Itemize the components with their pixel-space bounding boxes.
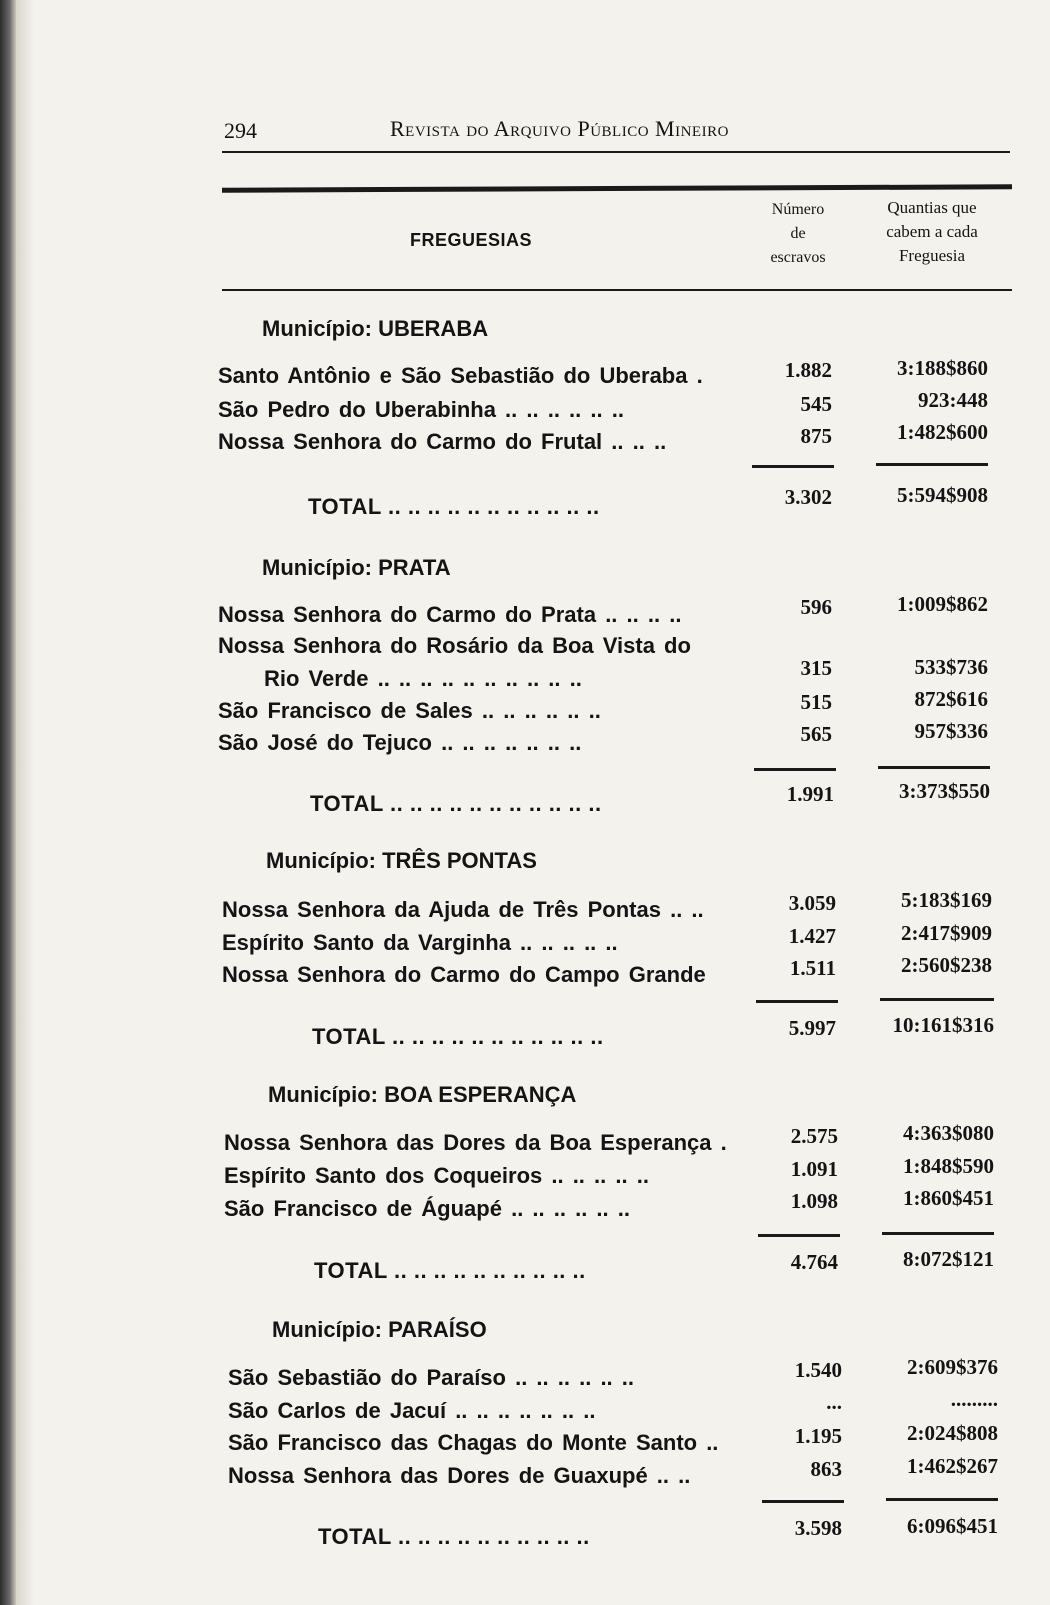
quantia-value: 3:188$860 bbox=[897, 356, 988, 380]
freguesia-name: Nossa Senhora do Rosário da Boa Vista do bbox=[218, 633, 691, 658]
column-header-numero-line: de bbox=[790, 225, 806, 242]
freguesia-name: São Francisco das Chagas do Monte Santo .. bbox=[228, 1430, 719, 1455]
escravos-value: 1.882 bbox=[784, 358, 832, 382]
page-gutter bbox=[16, 0, 34, 1605]
municipio-heading: Município: PRATA bbox=[262, 555, 451, 580]
subtotal-rule bbox=[886, 1498, 998, 1501]
total-quantia: 10:161$316 bbox=[892, 1013, 994, 1037]
total-label: TOTAL .. .. .. .. .. .. .. .. .. .. .. bbox=[308, 494, 600, 519]
subtotal-rule bbox=[758, 1234, 840, 1237]
escravos-value: 1.427 bbox=[788, 924, 836, 948]
column-header-numero-line: escravos bbox=[770, 249, 826, 266]
freguesia-name: São Carlos de Jacuí .. .. .. .. .. .. .. bbox=[228, 1398, 596, 1423]
book-spine-shadow bbox=[0, 0, 16, 1605]
freguesia-name: Nossa Senhora do Carmo do Prata .. .. .. .. bbox=[218, 602, 682, 627]
freguesia-name: Nossa Senhora da Ajuda de Três Pontas .. .. bbox=[222, 897, 704, 922]
escravos-value: 515 bbox=[800, 690, 832, 714]
quantia-value: 1:848$590 bbox=[903, 1154, 994, 1178]
column-header-quantias-line: Quantias que bbox=[887, 198, 977, 217]
total-quantia: 3:373$550 bbox=[899, 779, 990, 803]
total-escravos: 3.598 bbox=[794, 1516, 842, 1540]
escravos-value: 565 bbox=[800, 722, 832, 746]
escravos-value: 3.059 bbox=[788, 891, 836, 915]
running-title: Revista do Arquivo Público Mineiro bbox=[390, 116, 729, 141]
total-escravos: 1.991 bbox=[786, 782, 834, 806]
table-top-rule bbox=[222, 184, 1012, 192]
quantia-value: 957$336 bbox=[914, 719, 988, 743]
quantia-value: 1:009$862 bbox=[897, 592, 988, 616]
column-header-quantias-line: cabem a cada bbox=[886, 222, 978, 241]
column-header-quantias-line: Freguesia bbox=[898, 246, 966, 265]
freguesia-name: Nossa Senhora do Carmo do Frutal .. .. .. bbox=[218, 429, 667, 454]
quantia-value: 2:560$238 bbox=[901, 953, 992, 977]
quantia-value: 5:183$169 bbox=[901, 888, 992, 912]
freguesia-name: Nossa Senhora do Carmo do Campo Grande bbox=[222, 962, 706, 987]
quantia-value: 1:482$600 bbox=[897, 420, 988, 444]
subtotal-rule bbox=[876, 463, 988, 466]
subtotal-rule bbox=[754, 768, 836, 771]
freguesia-name: Santo Antônio e São Sebastião do Uberaba . bbox=[218, 363, 703, 388]
escravos-value: 545 bbox=[800, 392, 832, 416]
quantia-value: 1:860$451 bbox=[903, 1186, 994, 1210]
column-header-numero-line: Número bbox=[771, 201, 825, 218]
total-quantia: 8:072$121 bbox=[903, 1247, 994, 1271]
page-number: 294 bbox=[224, 118, 257, 143]
total-quantia: 6:096$451 bbox=[907, 1514, 998, 1538]
municipio-heading: Município: TRÊS PONTAS bbox=[266, 848, 537, 873]
total-label: TOTAL .. .. .. .. .. .. .. .. .. .. .. bbox=[310, 791, 602, 816]
quantia-value: ......... bbox=[950, 1387, 998, 1411]
municipio-heading: Município: UBERABA bbox=[262, 316, 489, 341]
total-escravos: 3.302 bbox=[784, 485, 832, 509]
subtotal-rule bbox=[882, 1232, 994, 1235]
header-rule bbox=[222, 151, 1010, 153]
quantia-value: 872$616 bbox=[914, 687, 988, 711]
subtotal-rule bbox=[762, 1500, 844, 1503]
escravos-value: 863 bbox=[810, 1457, 842, 1481]
freguesia-name: Nossa Senhora das Dores da Boa Esperança . bbox=[224, 1130, 727, 1155]
escravos-value: 1.195 bbox=[794, 1424, 842, 1448]
column-header-quantias bbox=[862, 196, 1002, 268]
freguesia-name: São Francisco de Sales .. .. .. .. .. .. bbox=[218, 698, 601, 723]
escravos-value: 1.511 bbox=[789, 956, 836, 980]
municipio-heading: Município: PARAÍSO bbox=[272, 1317, 487, 1342]
table-header-rule bbox=[222, 289, 1012, 291]
quantia-value: 4:363$080 bbox=[903, 1121, 994, 1145]
freguesia-name: São Francisco de Águapé .. .. .. .. .. .. bbox=[224, 1196, 630, 1221]
total-quantia: 5:594$908 bbox=[897, 483, 988, 507]
freguesia-name-continued: Rio Verde .. .. .. .. .. .. .. .. .. .. bbox=[264, 666, 582, 691]
quantia-value: 2:417$909 bbox=[901, 921, 992, 945]
quantia-value: 2:609$376 bbox=[907, 1355, 998, 1379]
escravos-value: 1.540 bbox=[794, 1358, 842, 1382]
freguesia-name: Nossa Senhora das Dores de Guaxupé .. .. bbox=[228, 1463, 691, 1488]
subtotal-rule bbox=[878, 766, 990, 769]
quantia-value: 2:024$808 bbox=[907, 1421, 998, 1445]
freguesia-name: Espírito Santo dos Coqueiros .. .. .. .. .. bbox=[224, 1163, 649, 1188]
escravos-value: 315 bbox=[800, 656, 832, 680]
column-header-numero bbox=[748, 198, 848, 270]
escravos-value: ... bbox=[826, 1390, 842, 1414]
quantia-value: 923:448 bbox=[918, 388, 988, 412]
municipio-heading: Município: BOA ESPERANÇA bbox=[268, 1082, 577, 1107]
freguesia-name: São Sebastião do Paraíso .. .. .. .. .. .. bbox=[228, 1365, 635, 1390]
column-header-freguesias: FREGUESIAS bbox=[410, 230, 533, 250]
quantia-value: 1:462$267 bbox=[907, 1454, 998, 1478]
total-escravos: 4.764 bbox=[790, 1250, 838, 1274]
freguesia-name: Espírito Santo da Varginha .. .. .. .. .. bbox=[222, 930, 618, 955]
escravos-value: 1.091 bbox=[790, 1157, 838, 1181]
total-label: TOTAL .. .. .. .. .. .. .. .. .. .. bbox=[314, 1258, 586, 1283]
freguesia-name: São José do Tejuco .. .. .. .. .. .. .. bbox=[218, 730, 582, 755]
escravos-value: 596 bbox=[800, 595, 832, 619]
total-label: TOTAL .. .. .. .. .. .. .. .. .. .. .. bbox=[312, 1024, 604, 1049]
freguesia-name: São Pedro do Uberabinha .. .. .. .. .. .. bbox=[218, 397, 624, 422]
escravos-value: 2.575 bbox=[790, 1124, 838, 1148]
subtotal-rule bbox=[756, 1000, 838, 1003]
subtotal-rule bbox=[880, 998, 994, 1001]
total-escravos: 5.997 bbox=[788, 1016, 836, 1040]
escravos-value: 1.098 bbox=[790, 1189, 838, 1213]
quantia-value: 533$736 bbox=[914, 655, 988, 679]
subtotal-rule bbox=[752, 465, 834, 468]
escravos-value: 875 bbox=[800, 424, 832, 448]
total-label: TOTAL .. .. .. .. .. .. .. .. .. .. bbox=[318, 1524, 590, 1549]
